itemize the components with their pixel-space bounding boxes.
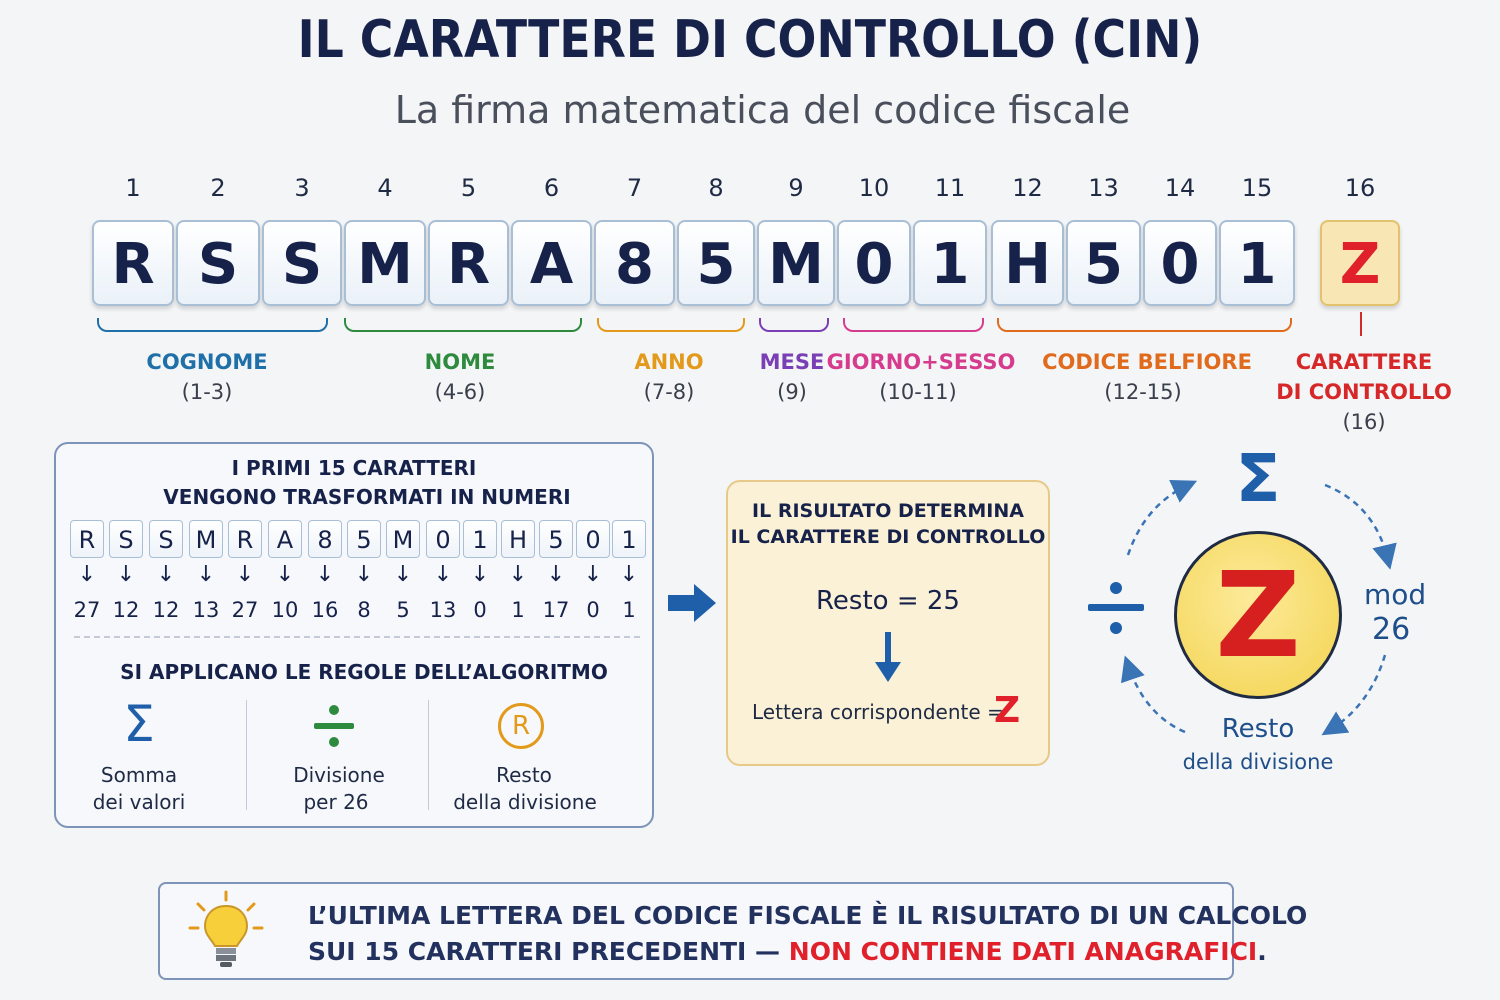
- small-character-tile: 0: [576, 520, 610, 558]
- code-character-tile: 5: [677, 220, 755, 306]
- footer-line-1: L’ULTIMA LETTERA DEL CODICE FISCALE È IL RISULTATO DI UN CALCOLO: [308, 901, 1308, 930]
- character-value: 5: [396, 598, 410, 622]
- arrow-down-icon: ↓: [508, 562, 528, 587]
- character-value: 27: [231, 598, 259, 622]
- footer-line-2-suffix: .: [1257, 937, 1267, 966]
- brace-anno: [597, 318, 745, 332]
- arrow-down-icon: ↓: [354, 562, 374, 587]
- segment-label-cognome: COGNOME: [146, 350, 268, 374]
- code-character-tile: S: [262, 220, 342, 306]
- character-value: 0: [586, 598, 600, 622]
- rule-div-line2: per 26: [303, 790, 369, 814]
- arrow-down-icon: ↓: [583, 562, 603, 587]
- position-number: 7: [626, 174, 643, 202]
- character-value: 10: [271, 598, 299, 622]
- remainder-icon: R: [498, 703, 544, 749]
- arrow-down-icon: ↓: [156, 562, 176, 587]
- small-character-tile: R: [228, 520, 262, 558]
- segment-range-anno: (7-8): [643, 380, 695, 404]
- position-number: 1: [125, 174, 141, 202]
- brace-cognome: [97, 318, 328, 332]
- connector-check: [1360, 312, 1362, 336]
- small-character-tile: M: [386, 520, 420, 558]
- footer-text: [308, 898, 1307, 970]
- code-character-tile: 0: [1143, 220, 1217, 306]
- segment-range-cognome: (1-3): [181, 380, 233, 404]
- position-number: 11: [934, 174, 966, 202]
- position-number: 9: [788, 174, 804, 202]
- position-number: 6: [543, 174, 560, 202]
- cycle-sigma-icon: Σ: [1235, 440, 1281, 517]
- arrow-down-icon: ↓: [393, 562, 413, 587]
- small-character-tile: 8: [308, 520, 342, 558]
- cycle-center-letter: Z: [1215, 546, 1301, 684]
- cycle-mod-2: 26: [1372, 612, 1411, 647]
- segment-range-check: (16): [1342, 410, 1386, 434]
- character-value: 13: [429, 598, 457, 622]
- segment-label-check-2: DI CONTROLLO: [1276, 380, 1452, 404]
- brace-belfiore: [997, 318, 1292, 332]
- segment-range-mese: (9): [777, 380, 807, 404]
- position-number: 12: [1012, 174, 1043, 202]
- character-value: 0: [473, 598, 487, 622]
- character-value: 1: [511, 598, 525, 622]
- rule-rem-line2: della divisione: [453, 790, 597, 814]
- segment-label-anno: ANNO: [634, 350, 704, 374]
- rule-separator-2: [428, 700, 429, 810]
- position-number: 16: [1344, 174, 1376, 202]
- segment-range-nome: (4-6): [434, 380, 486, 404]
- character-value: 1: [622, 598, 636, 622]
- small-character-tile: 1: [463, 520, 497, 558]
- segment-range-belfiore: (12-15): [1104, 380, 1182, 404]
- position-number: 10: [858, 174, 890, 202]
- letter-label: Lettera corrispondente =: [752, 700, 1004, 724]
- code-character-tile: 1: [913, 220, 987, 306]
- code-character-tile: A: [511, 220, 592, 306]
- rule-div-line1: Divisione: [293, 763, 385, 787]
- rule-rem-line1: Resto: [496, 763, 552, 787]
- code-character-tile: S: [176, 220, 260, 306]
- position-number: 13: [1088, 174, 1119, 202]
- page-title: IL CARATTERE DI CONTROLLO (CIN): [297, 10, 1203, 70]
- arrow-down-icon: ↓: [77, 562, 97, 587]
- segment-range-giorno-sesso: (10-11): [879, 380, 957, 404]
- cycle-divide-icon: [1086, 578, 1146, 642]
- arrow-down-icon: ↓: [619, 562, 639, 587]
- divider: [74, 636, 640, 638]
- arrow-right-icon: [666, 582, 718, 628]
- character-value: 16: [311, 598, 339, 622]
- character-value: 12: [112, 598, 140, 622]
- code-character-tile: R: [428, 220, 509, 306]
- code-character-tile: 8: [594, 220, 675, 306]
- segment-label-giorno-sesso: GIORNO+SESSO: [826, 350, 1016, 374]
- code-character-tile: 5: [1066, 220, 1141, 306]
- brace-mese: [759, 318, 829, 332]
- small-character-tile: S: [109, 520, 143, 558]
- position-number: 2: [210, 174, 226, 202]
- arrow-down-icon: ↓: [235, 562, 255, 587]
- footer-line-2-prefix: SUI 15 CARATTERI PRECEDENTI —: [308, 937, 781, 966]
- footer-highlight: NON CONTIENE DATI ANAGRAFICI: [788, 937, 1258, 966]
- small-character-tile: 1: [612, 520, 646, 558]
- arrow-down-icon: ↓: [275, 562, 295, 587]
- arrow-down-icon: ↓: [315, 562, 335, 587]
- resto-value: Resto = 25: [816, 586, 960, 616]
- brace-giorno-sesso: [843, 318, 984, 332]
- cycle-bottom-1: Resto: [1221, 714, 1295, 744]
- position-number: 3: [294, 174, 310, 202]
- character-value: 17: [542, 598, 570, 622]
- transform-heading-1: I PRIMI 15 CARATTERI: [231, 456, 477, 480]
- position-number: 5: [460, 174, 477, 202]
- footer-line-2: [308, 934, 1307, 970]
- rule-sum-line1: Somma: [100, 763, 178, 787]
- arrow-down-icon: ↓: [116, 562, 136, 587]
- sigma-icon: Σ: [123, 695, 155, 753]
- check-character-tile: Z: [1320, 220, 1400, 306]
- rule-sum-line2: dei valori: [92, 790, 186, 814]
- position-number: 8: [708, 174, 724, 202]
- small-character-tile: A: [268, 520, 302, 558]
- character-value: 8: [357, 598, 371, 622]
- segment-label-nome: NOME: [424, 350, 496, 374]
- segment-label-mese: MESE: [759, 350, 825, 374]
- arrow-down-icon: ↓: [433, 562, 453, 587]
- segment-label-belfiore: CODICE BELFIORE: [1042, 350, 1252, 374]
- cycle-mod-1: mod: [1364, 578, 1427, 611]
- code-character-tile: H: [991, 220, 1064, 306]
- character-value: 27: [73, 598, 101, 622]
- lightbulb-icon: [186, 888, 266, 976]
- brace-nome: [344, 318, 582, 332]
- small-character-tile: R: [70, 520, 104, 558]
- arrow-down-icon: [872, 630, 904, 688]
- result-heading-1: IL RISULTATO DETERMINA: [752, 500, 1024, 522]
- page-subtitle: La firma matematica del codice fiscale: [394, 88, 1131, 132]
- code-character-tile: 1: [1219, 220, 1295, 306]
- character-value: 13: [192, 598, 220, 622]
- small-character-tile: S: [149, 520, 183, 558]
- code-character-tile: M: [344, 220, 426, 306]
- arrow-down-icon: ↓: [196, 562, 216, 587]
- arrow-down-icon: ↓: [546, 562, 566, 587]
- position-number: 14: [1164, 174, 1196, 202]
- position-number: 4: [377, 174, 393, 202]
- result-heading-2: IL CARATTERE DI CONTROLLO: [730, 526, 1046, 548]
- small-character-tile: 5: [539, 520, 573, 558]
- position-number: 15: [1241, 174, 1273, 202]
- rules-heading: SI APPLICANO LE REGOLE DELL’ALGORITMO: [120, 660, 608, 684]
- cycle-bottom-2: della divisione: [1182, 750, 1334, 774]
- code-character-tile: R: [92, 220, 174, 306]
- small-character-tile: M: [189, 520, 223, 558]
- code-character-tile: M: [757, 220, 835, 306]
- code-character-tile: 0: [837, 220, 911, 306]
- transform-heading-2: VENGONO TRASFORMATI IN NUMERI: [163, 485, 571, 509]
- divide-icon: [308, 700, 360, 752]
- letter-result: Z: [994, 690, 1021, 731]
- character-value: 12: [152, 598, 180, 622]
- arrow-down-icon: ↓: [470, 562, 490, 587]
- segment-label-check-1: CARATTERE: [1295, 350, 1433, 374]
- small-character-tile: H: [501, 520, 535, 558]
- small-character-tile: 0: [426, 520, 460, 558]
- small-character-tile: 5: [347, 520, 381, 558]
